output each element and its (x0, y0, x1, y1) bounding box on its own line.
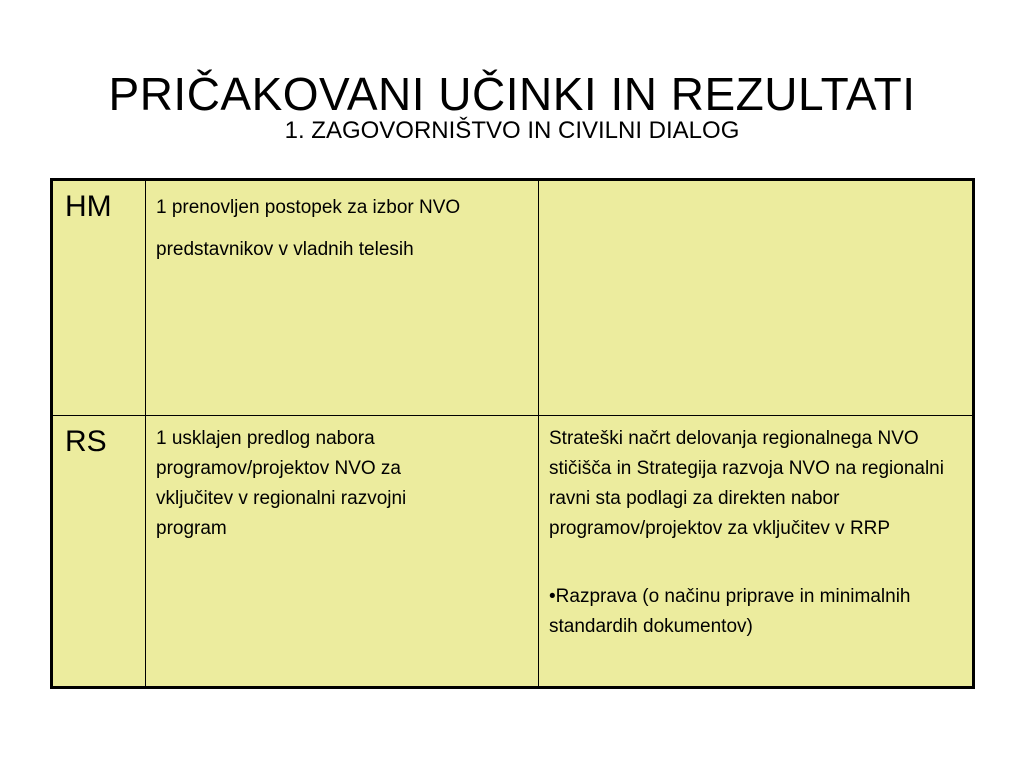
row-code-cell: RS (52, 416, 146, 688)
result-line: predstavnikov v vladnih telesih (156, 239, 414, 260)
results-table (50, 178, 975, 689)
table-row (52, 416, 974, 688)
result-line: 1 usklajen predlog nabora (156, 428, 375, 449)
result-cell (146, 180, 539, 416)
bullet-text: •Razprava (o načinu priprave in minimalnih standardih dokumentov) (549, 586, 911, 637)
row-code-cell: HM (52, 180, 146, 416)
table-row (52, 180, 974, 416)
result-line: program (156, 518, 227, 539)
note-text: Strateški načrt delovanja regionalnega NVO stičišča in Strategija razvoja NVO na regionalni ravni sta podlagi za direkten nabor programov/projektov za vključitev v RRP (549, 428, 944, 539)
slide-subtitle: 1. ZAGOVORNIŠTVO IN CIVILNI DIALOG (284, 117, 740, 144)
note-cell (539, 180, 974, 416)
slide-title: PRIČAKOVANI UČINKI IN REZULTATI (108, 68, 916, 120)
result-line: programov/projektov NVO za (156, 458, 401, 479)
result-line: 1 prenovljen postopek za izbor NVO (156, 197, 461, 218)
note-cell (539, 416, 974, 688)
result-line: vključitev v regionalni razvojni (156, 488, 407, 509)
result-cell (146, 416, 539, 688)
